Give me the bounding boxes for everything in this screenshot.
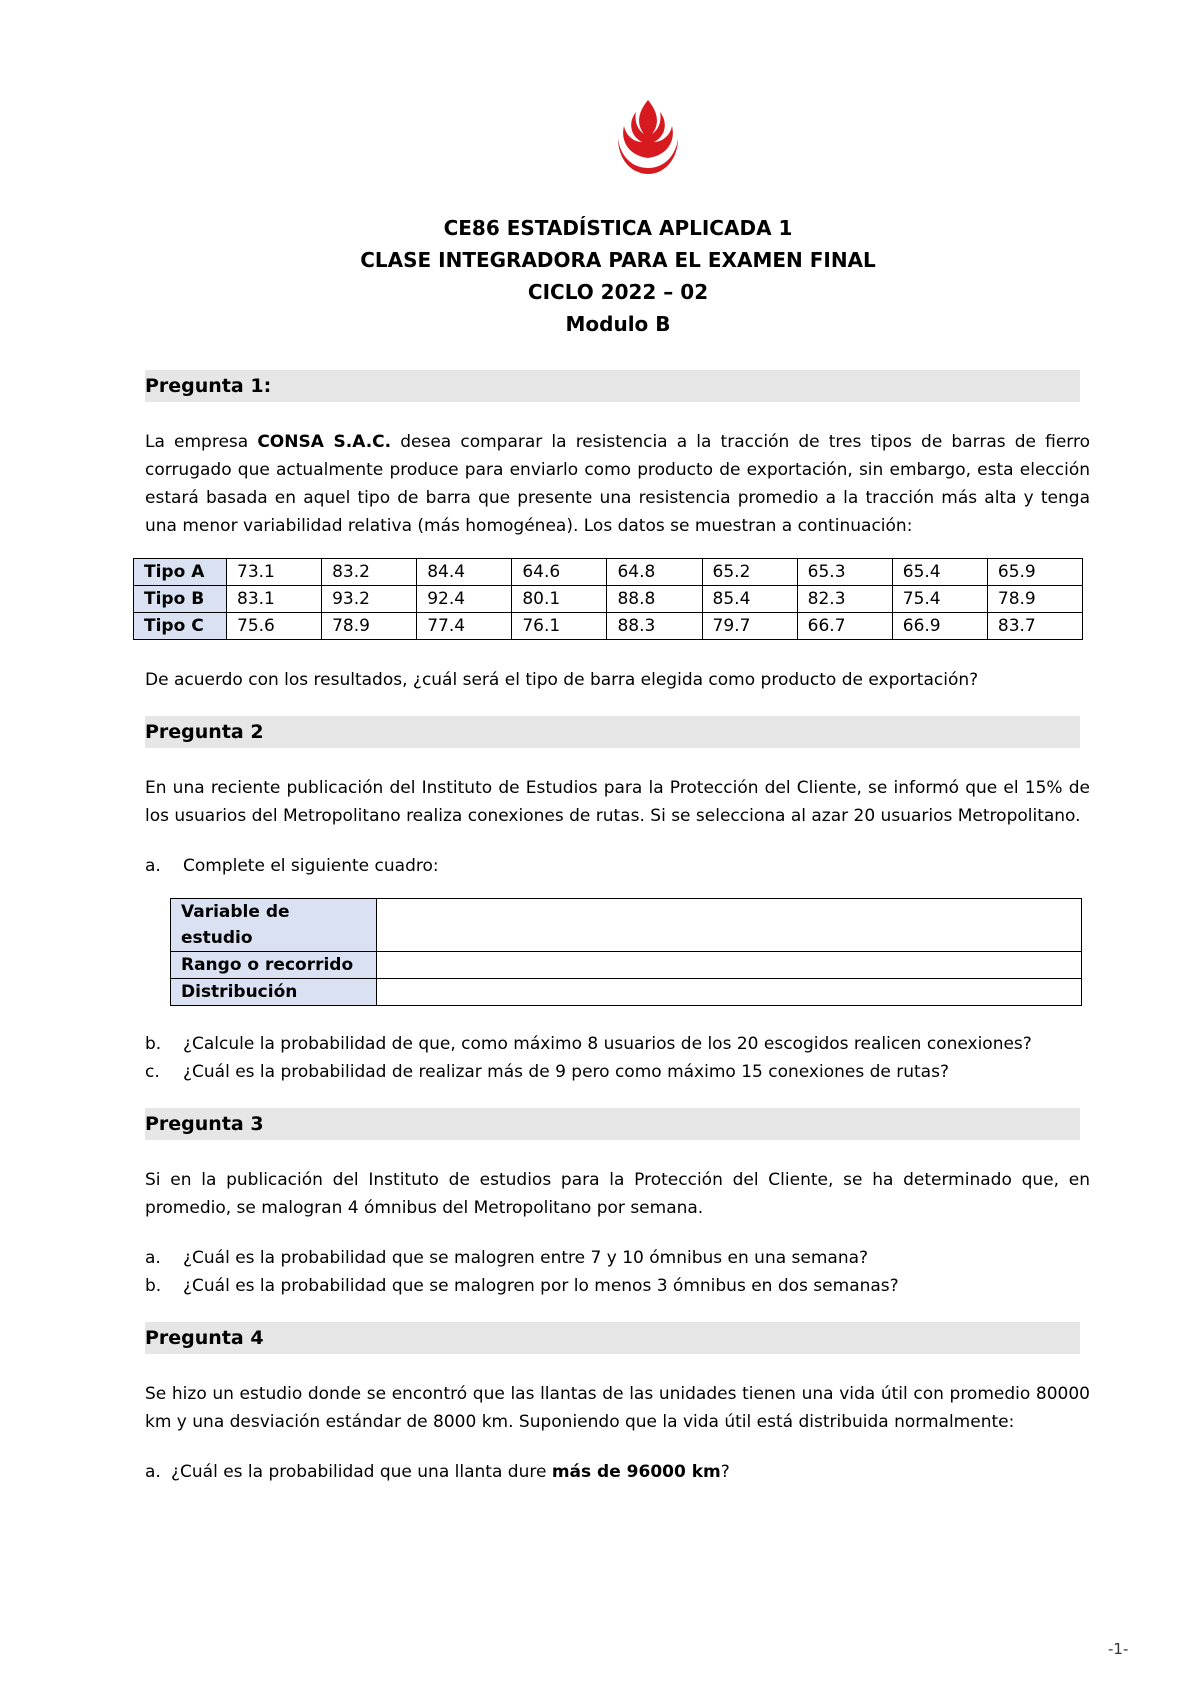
question-1-text: La empresa CONSA S.A.C. desea comparar la resistencia a la tracción de tres tipos de barras de fierro corrugado que actualmente produce para enviarlo como producto de exportación, sin embargo, esta elección estará basada en aquel tipo de barra que presente una resistencia promedio a la tracción más alta y tenga una menor variabilidad relativa (más homogénea). Los datos se muestran a continuación:	[145, 432, 1090, 536]
table-row	[134, 559, 1083, 586]
question-4-item-a: a. ¿Cuál es la probabilidad que una llanta dure más de 96000 km?	[145, 1462, 730, 1482]
question-3-item-b: b. ¿Cuál es la probabilidad que se malogren por lo menos 3 ómnibus en dos semanas?	[145, 1276, 899, 1296]
table-cell: 92.4	[417, 586, 512, 613]
question-3-item-a: a. ¿Cuál es la probabilidad que se malogren entre 7 y 10 ómnibus en una semana?	[145, 1248, 869, 1268]
table-cell: 78.9	[987, 586, 1082, 613]
table-row	[171, 952, 1082, 979]
cycle-title: CICLO 2022 – 02	[527, 280, 709, 304]
company-name: CONSA S.A.C.	[257, 432, 392, 452]
table-cell: 83.1	[227, 586, 322, 613]
table-cell: 75.4	[892, 586, 987, 613]
question-3-heading: Pregunta 3	[145, 1108, 1080, 1140]
row-label: Tipo B	[134, 586, 227, 613]
university-flame-logo	[608, 98, 688, 178]
module-title: Modulo B	[565, 312, 671, 336]
table-row	[171, 979, 1082, 1006]
question-4-heading: Pregunta 4	[145, 1322, 1080, 1354]
row-label: Tipo A	[134, 559, 227, 586]
table-cell: 64.6	[512, 559, 607, 586]
table-cell: 73.1	[227, 559, 322, 586]
table-row	[134, 613, 1083, 640]
table-cell: 84.4	[417, 559, 512, 586]
table-cell: 75.6	[227, 613, 322, 640]
answer-blank	[377, 899, 1082, 952]
table-cell: 79.7	[702, 613, 797, 640]
table-cell: 82.3	[797, 586, 892, 613]
question-2-heading: Pregunta 2	[145, 716, 1080, 748]
document-body	[145, 370, 1090, 1486]
frame-label: Rango o recorrido	[171, 952, 377, 979]
table-cell: 93.2	[322, 586, 417, 613]
frame-label: Distribución	[171, 979, 377, 1006]
question-1-prompt: De acuerdo con los resultados, ¿cuál será el tipo de barra elegida como producto de exportación?	[145, 670, 979, 690]
table-cell: 78.9	[322, 613, 417, 640]
table-row	[134, 586, 1083, 613]
question-2-item-a: a. Complete el siguiente cuadro:	[145, 856, 439, 876]
frame-label: Variable de estudio	[171, 899, 377, 952]
class-title: CLASE INTEGRADORA PARA EL EXAMEN FINAL	[360, 248, 876, 272]
course-title: CE86 ESTADÍSTICA APLICADA 1	[443, 216, 793, 240]
table-cell: 88.3	[607, 613, 702, 640]
answer-blank	[377, 952, 1082, 979]
table-cell: 65.9	[987, 559, 1082, 586]
table-cell: 80.1	[512, 586, 607, 613]
question-2-text: En una reciente publicación del Instituto de Estudios para la Protección del Cliente, se informó que el 15% de los usuarios del Metropolitano realiza conexiones de rutas. Si se selecciona al azar 20 usuarios Metropolitano.	[145, 778, 1090, 826]
study-variable-table	[170, 898, 1082, 1006]
table-cell: 65.2	[702, 559, 797, 586]
document-header	[0, 212, 1200, 340]
question-1-heading: Pregunta 1:	[145, 370, 1080, 402]
table-cell: 83.7	[987, 613, 1082, 640]
table-cell: 64.8	[607, 559, 702, 586]
table-cell: 88.8	[607, 586, 702, 613]
table-cell: 65.4	[892, 559, 987, 586]
table-row	[171, 899, 1082, 952]
table-cell: 77.4	[417, 613, 512, 640]
table-cell: 76.1	[512, 613, 607, 640]
table-cell: 83.2	[322, 559, 417, 586]
table-cell: 66.9	[892, 613, 987, 640]
answer-blank	[377, 979, 1082, 1006]
question-2-item-c: c. ¿Cuál es la probabilidad de realizar más de 9 pero como máximo 15 conexiones de rutas?	[145, 1062, 949, 1082]
question-3-text: Si en la publicación del Instituto de estudios para la Protección del Cliente, se ha determinado que, en promedio, se malogran 4 ómnibus del Metropolitano por semana.	[145, 1170, 1090, 1218]
traction-data-table	[133, 558, 1083, 640]
page-number: -1-	[1108, 1640, 1129, 1658]
table-cell: 66.7	[797, 613, 892, 640]
table-cell: 85.4	[702, 586, 797, 613]
question-2-item-b: b. ¿Calcule la probabilidad de que, como máximo 8 usuarios de los 20 escogidos realicen conexiones?	[145, 1034, 1032, 1054]
row-label: Tipo C	[134, 613, 227, 640]
question-4-text: Se hizo un estudio donde se encontró que las llantas de las unidades tienen una vida útil con promedio 80000 km y una desviación estándar de 8000 km. Suponiendo que la vida útil está distribuida normalmente:	[145, 1384, 1090, 1432]
table-cell: 65.3	[797, 559, 892, 586]
